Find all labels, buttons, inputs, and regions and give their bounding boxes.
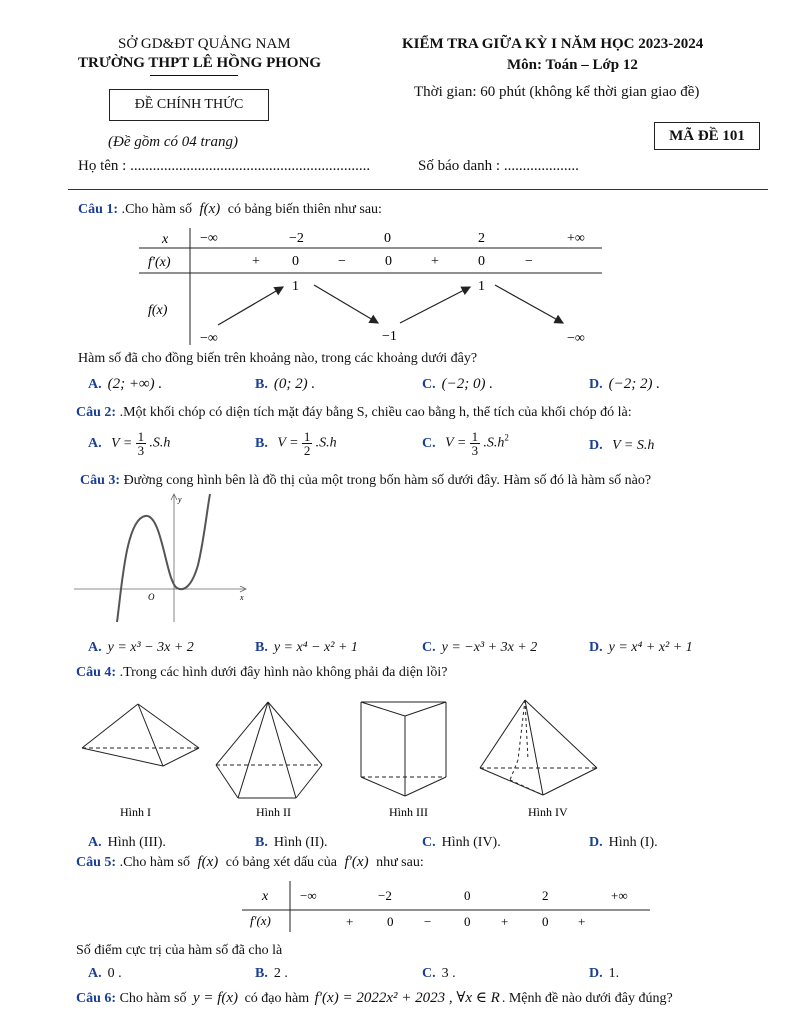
- q6-text-b: có đạo hàm: [244, 991, 310, 1006]
- q5-x-2: 0: [464, 888, 471, 903]
- q5-option-d-letter: D.: [589, 966, 603, 981]
- q1-option-b-letter: B.: [255, 377, 268, 392]
- q6-stem: [76, 988, 673, 1007]
- q1-text-b: có bảng biến thiên như sau:: [227, 202, 382, 217]
- q2-option-d-text: V = S.h: [612, 438, 655, 453]
- q1-sign-3: 0: [385, 254, 392, 269]
- q4-option-c-letter: C.: [422, 835, 436, 850]
- q1-f-2: −1: [382, 329, 397, 344]
- q3-option-d-letter: D.: [589, 640, 603, 655]
- q5-text-c: như sau:: [376, 855, 424, 870]
- figure-3-caption: Hình III: [389, 805, 428, 819]
- q5-question: Số điểm cực trị của hàm số đã cho là: [76, 943, 283, 958]
- q2-option-a-letter: A.: [88, 435, 102, 451]
- q3-text: Đường cong hình bên là đồ thị của một trong bốn hàm số dưới đây. Hàm số đó là hàm số nào?: [123, 473, 652, 488]
- q1-option-b-text: (0; 2) .: [273, 376, 316, 392]
- q5-option-c-text: 3 .: [441, 966, 456, 981]
- figure-1-caption: Hình I: [120, 805, 151, 819]
- q3-label: Câu 3:: [80, 473, 121, 488]
- q1-option-a-letter: A.: [88, 377, 102, 392]
- q1-x-label: x: [162, 232, 169, 247]
- q1-fx: f(x): [199, 201, 221, 217]
- q5-label: Câu 5:: [76, 855, 117, 870]
- q1-label: Câu 1:: [78, 202, 119, 217]
- q1-question: Hàm số đã cho đồng biến trên khoảng nào, trong các khoảng dưới đây?: [78, 351, 478, 366]
- pages-note: (Đề gồm có 04 trang): [108, 134, 238, 150]
- q2-option-a-rhs: .S.h: [149, 435, 171, 451]
- q5-option-d[interactable]: [589, 966, 619, 982]
- q2-option-b-rhs: .S.h: [315, 435, 337, 451]
- q5-x-label: x: [262, 889, 269, 904]
- q5-sign-4: +: [501, 914, 509, 929]
- q5-option-a-text: 0 .: [107, 966, 122, 981]
- q4-option-b-text: Hình (II).: [273, 835, 328, 850]
- q1-sign-4: +: [431, 254, 439, 269]
- name-line: Họ tên : ................................................................: [78, 158, 371, 174]
- q1-fprime-label: f′(x): [148, 255, 171, 270]
- q3-option-a-text: y = x³ − 3x + 2: [107, 640, 194, 655]
- exam-title: KIỂM TRA GIỮA KỲ I NĂM HỌC 2023-2024: [402, 36, 704, 52]
- q2-option-c-num: 1: [471, 429, 479, 444]
- q4-option-c-text: Hình (IV).: [441, 835, 501, 850]
- q5-text-b: có bảng xét dấu của: [225, 855, 337, 870]
- q3-option-b-text: y = x⁴ − x² + 1: [273, 640, 358, 655]
- q1-sign-2: −: [338, 254, 346, 269]
- q2-text: .Một khối chóp có diện tích mặt đáy bằng S, chiều cao bằng h, thể tích của khối chóp đó là:: [119, 405, 632, 420]
- q1-f-label: f(x): [148, 303, 168, 318]
- q3-option-d-text: y = x⁴ + x² + 1: [608, 640, 693, 655]
- q2-option-c-lhs: V =: [445, 435, 467, 451]
- q1-sign-6: −: [525, 254, 533, 269]
- q1-f-3: 1: [478, 279, 485, 294]
- q1-sign-0: +: [252, 254, 260, 269]
- q3-y-label: y: [178, 495, 182, 504]
- q5-option-a[interactable]: [88, 966, 122, 982]
- school-name: TRƯỜNG THPT LÊ HỒNG PHONG: [78, 55, 322, 71]
- q1-x-2: 0: [384, 231, 391, 246]
- q5-sign-6: +: [578, 914, 586, 929]
- q6-deriv: f′(x) = 2022x² + 2023 , ∀x ∈ R: [314, 990, 500, 1006]
- q2-option-a-num: 1: [137, 429, 145, 444]
- q1-option-d-letter: D.: [589, 377, 603, 392]
- q4-option-a-letter: A.: [88, 835, 102, 850]
- figure-4-caption: Hình IV: [528, 805, 568, 819]
- q2-option-c-letter: C.: [422, 435, 436, 451]
- q3-option-c-letter: C.: [422, 640, 436, 655]
- q4-option-d-letter: D.: [589, 835, 603, 850]
- q4-option-b-letter: B.: [255, 835, 268, 850]
- q1-x-3: 2: [478, 231, 485, 246]
- q4-option-d-text: Hình (I).: [608, 835, 658, 850]
- q5-sign-2: −: [424, 914, 432, 929]
- q5-x-3: 2: [542, 888, 549, 903]
- q5-fx: f(x): [197, 854, 219, 870]
- sbd-line: Số báo danh : ....................: [418, 158, 579, 174]
- q2-option-b-den: 2: [303, 443, 311, 458]
- q3-option-a-letter: A.: [88, 640, 102, 655]
- q5-sign-5: 0: [542, 914, 549, 929]
- q2-option-b-letter: B.: [255, 435, 268, 451]
- q1-x-4: +∞: [567, 231, 585, 246]
- q5-text-a: .Cho hàm số: [119, 855, 190, 870]
- q1-option-c-text: (−2; 0) .: [441, 376, 493, 392]
- figure-2-caption: Hình II: [256, 805, 291, 819]
- q1-x-1: −2: [289, 231, 304, 246]
- q5-x-4: +∞: [611, 888, 628, 903]
- q5-option-a-letter: A.: [88, 966, 102, 981]
- q2-option-c-den: 3: [471, 443, 479, 458]
- q5-x-1: −2: [378, 888, 392, 903]
- q5-option-b-letter: B.: [255, 966, 268, 981]
- department: SỞ GD&ĐT QUẢNG NAM: [118, 36, 291, 52]
- q5-fpx: f′(x): [344, 854, 369, 870]
- q1-text-a: .Cho hàm số: [121, 202, 192, 217]
- q1-x-0: −∞: [200, 231, 218, 246]
- exam-time: Thời gian: 60 phút (không kể thời gian giao đề): [414, 84, 700, 100]
- q5-sign-3: 0: [464, 914, 471, 929]
- q3-option-b-letter: B.: [255, 640, 268, 655]
- q5-option-b[interactable]: [255, 966, 288, 982]
- q5-x-values: [300, 888, 628, 903]
- q4-option-a-text: Hình (III).: [107, 835, 166, 850]
- q2-option-b-num: 1: [303, 429, 311, 444]
- q5-sign-1: 0: [387, 914, 394, 929]
- q5-signs: [346, 914, 585, 929]
- q2-option-a-lhs: V =: [111, 435, 133, 451]
- q1-f-0: −∞: [200, 331, 218, 346]
- q5-option-c[interactable]: [422, 966, 456, 982]
- q3-x-label: x: [240, 593, 244, 602]
- q6-label: Câu 6:: [76, 991, 117, 1006]
- q4-label: Câu 4:: [76, 665, 117, 680]
- q5-option-c-letter: C.: [422, 966, 436, 981]
- q2-option-d-letter: D.: [589, 438, 603, 453]
- q1-f-4: −∞: [567, 331, 585, 346]
- q5-option-b-text: 2 .: [273, 966, 288, 981]
- q2-option-b-lhs: V =: [277, 435, 299, 451]
- q5-option-d-text: 1.: [608, 966, 620, 981]
- q5-fprime-label: f′(x): [250, 913, 271, 928]
- q3-origin: O: [148, 592, 155, 602]
- q2-option-c-sup: 2: [504, 432, 509, 443]
- q1-f-1: 1: [292, 279, 299, 294]
- q1-option-c-letter: C.: [422, 377, 436, 392]
- q4-text: .Trong các hình dưới đây hình nào không phải đa diện lồi?: [119, 665, 448, 680]
- q5-sign-0: +: [346, 914, 354, 929]
- q1-sign-1: 0: [292, 254, 299, 269]
- q2-option-c-rhs: .S.h: [483, 435, 505, 451]
- q6-func: y = f(x): [192, 990, 239, 1006]
- q6-text-a: Cho hàm số: [119, 991, 187, 1006]
- q1-sign-5: 0: [478, 254, 485, 269]
- q1-option-a-text: (2; +∞) .: [107, 376, 163, 392]
- q2-option-a-den: 3: [137, 443, 145, 458]
- q1-option-d-text: (−2; 2) .: [608, 376, 660, 392]
- q6-text-c: . Mệnh đề nào dưới đây đúng?: [501, 991, 673, 1006]
- q3-option-c-text: y = −x³ + 3x + 2: [441, 640, 538, 655]
- official-label: ĐỀ CHÍNH THỨC: [134, 97, 244, 112]
- q5-x-0: −∞: [300, 888, 317, 903]
- q2-label: Câu 2:: [76, 405, 117, 420]
- exam-code: MÃ ĐỀ 101: [669, 128, 745, 144]
- subject: Môn: Toán – Lớp 12: [507, 57, 638, 73]
